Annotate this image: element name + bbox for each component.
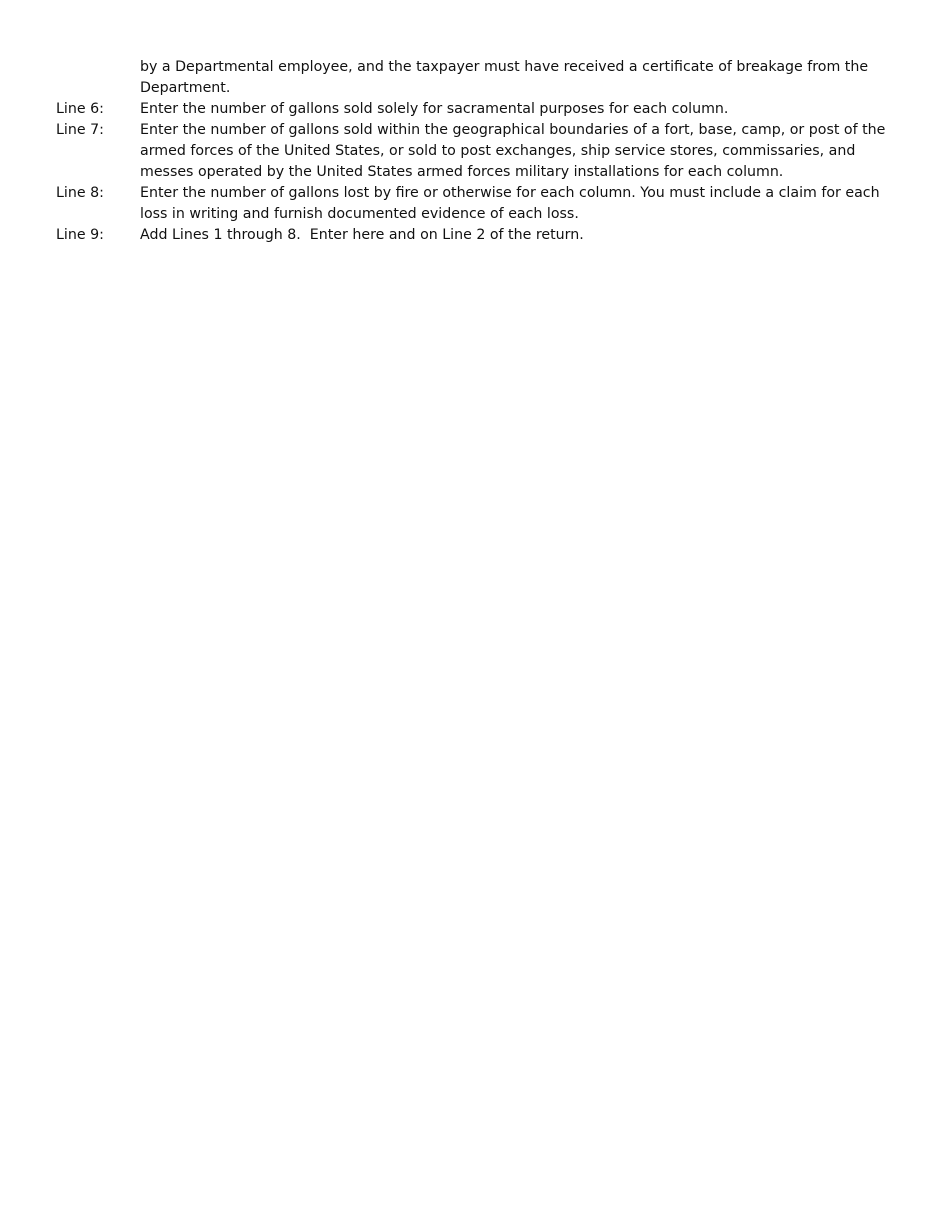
instruction-continuation-text: by a Departmental employee, and the taxpayer must have received a certificate of breakage from the Department. <box>140 59 873 96</box>
instruction-text: Enter the number of gallons sold solely for sacramental purposes for each column. <box>140 101 729 117</box>
instruction-line-9 <box>56 225 898 246</box>
instruction-text: Add Lines 1 through 8. Enter here and on Line 2 of the return. <box>140 227 584 243</box>
instruction-label: Line 9: <box>56 227 104 243</box>
instruction-line-6 <box>56 99 898 120</box>
instruction-label: Line 6: <box>56 101 104 117</box>
instruction-line-7 <box>56 120 898 183</box>
instruction-label: Line 7: <box>56 122 104 138</box>
instruction-continuation <box>56 57 898 99</box>
instruction-text: Enter the number of gallons lost by fire or otherwise for each column. You must include a claim for each loss in writing and furnish documented evidence of each loss. <box>140 185 885 222</box>
instruction-text: Enter the number of gallons sold within the geographical boundaries of a fort, base, camp, or post of the armed forces of the United States, or sold to post exchanges, ship service stores, commissaries, and messes operated by the United States armed forces military installations for each column. <box>140 122 890 180</box>
instructions-list <box>56 57 898 246</box>
instruction-line-8 <box>56 183 898 225</box>
instruction-label: Line 8: <box>56 185 104 201</box>
